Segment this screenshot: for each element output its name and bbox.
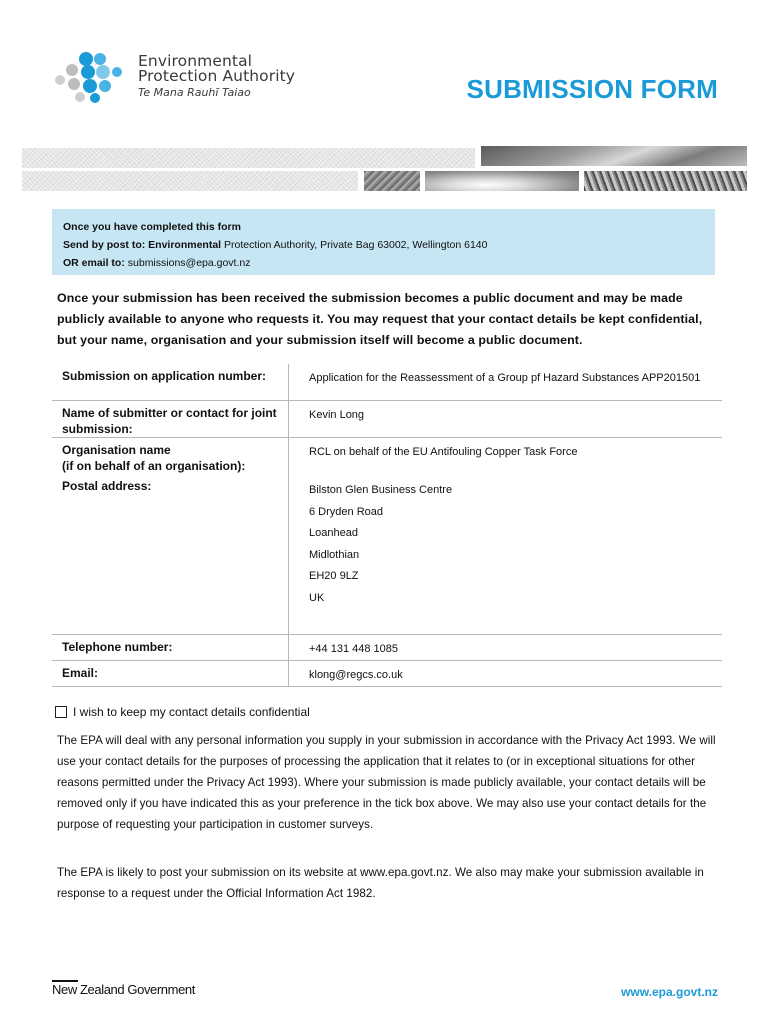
- submitter-name-field[interactable]: Kevin Long: [289, 400, 723, 437]
- confidential-checkbox-label: I wish to keep my contact details confidential: [73, 705, 310, 719]
- page-title: SUBMISSION FORM: [466, 74, 718, 104]
- confidential-checkbox[interactable]: [55, 706, 67, 718]
- field-label: Submission on application number:: [62, 369, 267, 383]
- field-label: Name of submitter or contact for joint submission:: [62, 405, 277, 436]
- logo-name-line-1: Environmental: [138, 52, 253, 70]
- table-row: [52, 364, 722, 400]
- organisation-field[interactable]: RCL on behalf of the EU Antifouling Copper Task Force: [289, 437, 723, 474]
- logo-tagline: Te Mana Rauhī Taiao: [138, 86, 251, 99]
- field-label: Postal address:: [62, 479, 152, 493]
- epa-logo: [52, 50, 302, 106]
- email-address-line: OR email to: submissions@epa.govt.nz: [63, 257, 251, 269]
- table-row: [52, 634, 722, 660]
- table-row: [52, 660, 722, 686]
- banner-texture-bottom: [22, 171, 358, 191]
- epa-logo-dots-icon: [52, 50, 132, 104]
- field-label: Telephone number:: [62, 639, 173, 654]
- application-number-field[interactable]: Application for the Reassessment of a Group pf Hazard Substances APP201501: [289, 364, 723, 400]
- banner-texture-top: [22, 148, 475, 168]
- privacy-paragraph: The EPA will deal with any personal information you supply in your submission in accordance with the Privacy Act 1993. We will use your contact details for the purposes of processing the application that it relates to (or in exceptional situations for other reasons permitted under the Privacy Act 1993). Where your submission is made publicly available, your contact details will be removed only if you have indicated this as your preference in the tick box above. We may also use your contact details for the purpose of requesting your participation in customer surveys.: [57, 734, 716, 831]
- field-label: Email:: [62, 665, 99, 680]
- instructions-heading: Once you have completed this form: [63, 221, 241, 233]
- table-row: [52, 474, 722, 634]
- table-row: [52, 400, 722, 437]
- publication-paragraph: The EPA is likely to post your submission on its website at www.epa.govt.nz. We also may make your submission available in response to a request under the Official Information Act 1982.: [57, 866, 704, 900]
- banner-photo-texture: [364, 171, 420, 191]
- email-field[interactable]: klong@regcs.co.uk: [289, 660, 723, 686]
- banner-photo-fern: [584, 171, 747, 191]
- submission-instructions-box: [52, 209, 715, 275]
- telephone-field[interactable]: +44 131 448 1085: [289, 634, 723, 660]
- banner-photo-clouds: [425, 171, 579, 191]
- banner-photo-landscape: [481, 146, 747, 166]
- footer-website-link[interactable]: www.epa.govt.nz: [621, 985, 718, 999]
- postal-address-field[interactable]: Bilston Glen Business Centre 6 Dryden Road Loanhead Midlothian EH20 9LZ UK: [289, 474, 723, 634]
- post-address-line: Send by post to: Environmental Protection Authority, Private Bag 63002, Wellington 6140: [63, 239, 488, 251]
- public-document-notice: Once your submission has been received the submission becomes a public document and may be made publicly available to anyone who requests it. You may request that your contact details be kept confidential, but your name, organisation and your submission itself will become a public document.: [57, 291, 703, 347]
- nz-government-logo: New Zealand Government: [52, 982, 195, 997]
- submitter-details-table: [52, 364, 722, 687]
- field-label: Organisation name (if on behalf of an organisation):: [62, 442, 246, 473]
- table-row: [52, 437, 722, 474]
- logo-name-line-2: Protection Authority: [138, 67, 296, 85]
